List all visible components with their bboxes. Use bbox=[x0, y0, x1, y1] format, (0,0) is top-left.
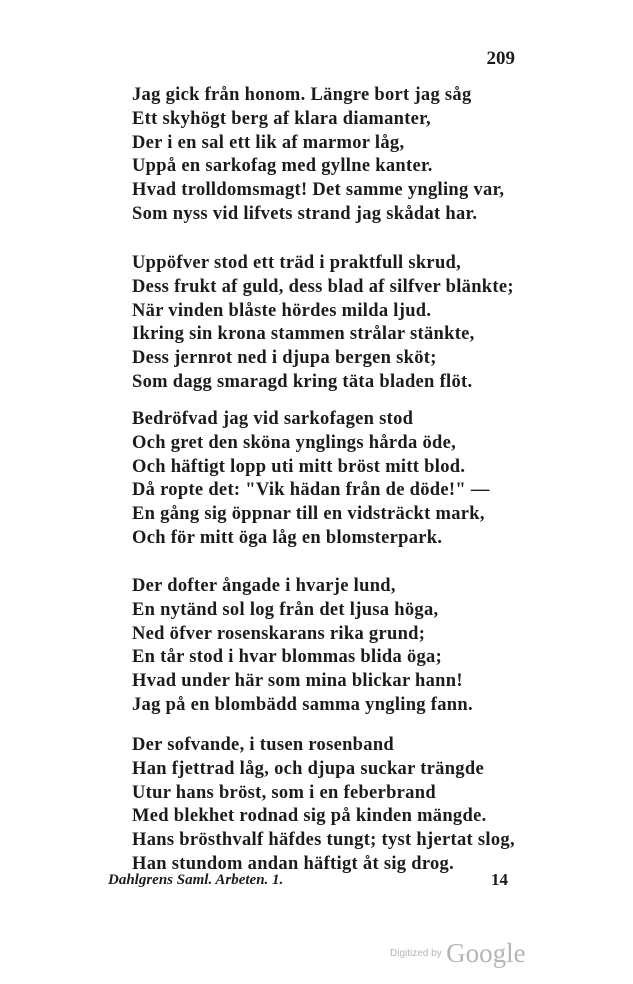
verse-line: Hans brösthvalf häfdes tungt; tyst hjertat slog, bbox=[132, 830, 515, 851]
verse-line: Och för mitt öga låg en blomsterpark. bbox=[132, 527, 443, 548]
verse-line: Som nyss vid lifvets strand jag skådat har. bbox=[132, 203, 478, 224]
verse-line: Der i en sal ett lik af marmor låg, bbox=[132, 132, 405, 153]
verse-line: Han stundom andan häftigt åt sig drog. bbox=[132, 853, 455, 874]
signature-mark: 14 bbox=[491, 870, 508, 889]
verse-line: Ned öfver rosenskarans rika grund; bbox=[132, 623, 426, 644]
stanza-2 bbox=[132, 252, 514, 395]
verse-line: Och häftigt lopp uti mitt bröst mitt blod. bbox=[132, 456, 466, 477]
verse-line: Jag gick från honom. Längre bort jag såg bbox=[132, 85, 472, 105]
verse-line: Uppå en sarkofag med gyllne kanter. bbox=[132, 156, 433, 177]
verse-line: Ikring sin krona stammen strålar stänkte, bbox=[132, 324, 475, 345]
verse-line: Som dagg smaragd kring täta bladen flöt. bbox=[132, 371, 473, 392]
verse-line: Bedröfvad jag vid sarkofagen stod bbox=[132, 409, 414, 429]
stanza-4 bbox=[132, 575, 473, 718]
verse-line: Med blekhet rodnad sig på kinden mängde. bbox=[132, 806, 487, 827]
verse-line: En gång sig öppnar till en vidsträckt mark, bbox=[132, 504, 485, 525]
verse-line: Der sofvande, i tusen rosenband bbox=[132, 735, 395, 755]
verse-line: Då ropte det: "Vik hädan från de döde!" — bbox=[132, 480, 490, 501]
verse-line: Der dofter ångade i hvarje lund, bbox=[132, 576, 396, 596]
verse-line: Hvad trolldomsmagt! Det samme yngling var, bbox=[132, 180, 505, 201]
verse-line: En nytänd sol log från det ljusa höga, bbox=[132, 599, 439, 620]
verse-line: Utur hans bröst, som i en feberbrand bbox=[132, 782, 436, 803]
verse-line: Ett skyhögt berg af klara diamanter, bbox=[132, 108, 431, 129]
stanza-1 bbox=[132, 84, 504, 227]
verse-line: Uppöfver stod ett träd i praktfull skrud, bbox=[132, 253, 462, 273]
verse-line: Dess jernrot ned i djupa bergen sköt; bbox=[132, 348, 437, 369]
stanza-5 bbox=[132, 734, 515, 877]
verse-line: Dess frukt af guld, dess blad af silfver blänkte; bbox=[132, 276, 514, 297]
verse-line: Hvad under här som mina blickar hann! bbox=[132, 671, 463, 692]
google-logo: Google bbox=[446, 938, 526, 968]
verse-line: Han fjettrad låg, och djupa suckar trängde bbox=[132, 758, 484, 779]
page-number: 209 bbox=[486, 48, 515, 69]
verse-line: Jag på en blombädd samma yngling fann. bbox=[132, 694, 473, 715]
digitized-watermark bbox=[390, 938, 526, 969]
verse-line: En tår stod i hvar blommas blida öga; bbox=[132, 647, 443, 668]
verse-line: När vinden blåste hördes milda ljud. bbox=[132, 300, 432, 321]
watermark-prefix: Digitized by bbox=[390, 948, 442, 959]
stanza-3 bbox=[132, 408, 490, 551]
footer-book-title: Dahlgrens Saml. Arbeten. 1. bbox=[108, 872, 284, 888]
verse-line: Och gret den sköna ynglings hårda öde, bbox=[132, 432, 457, 453]
